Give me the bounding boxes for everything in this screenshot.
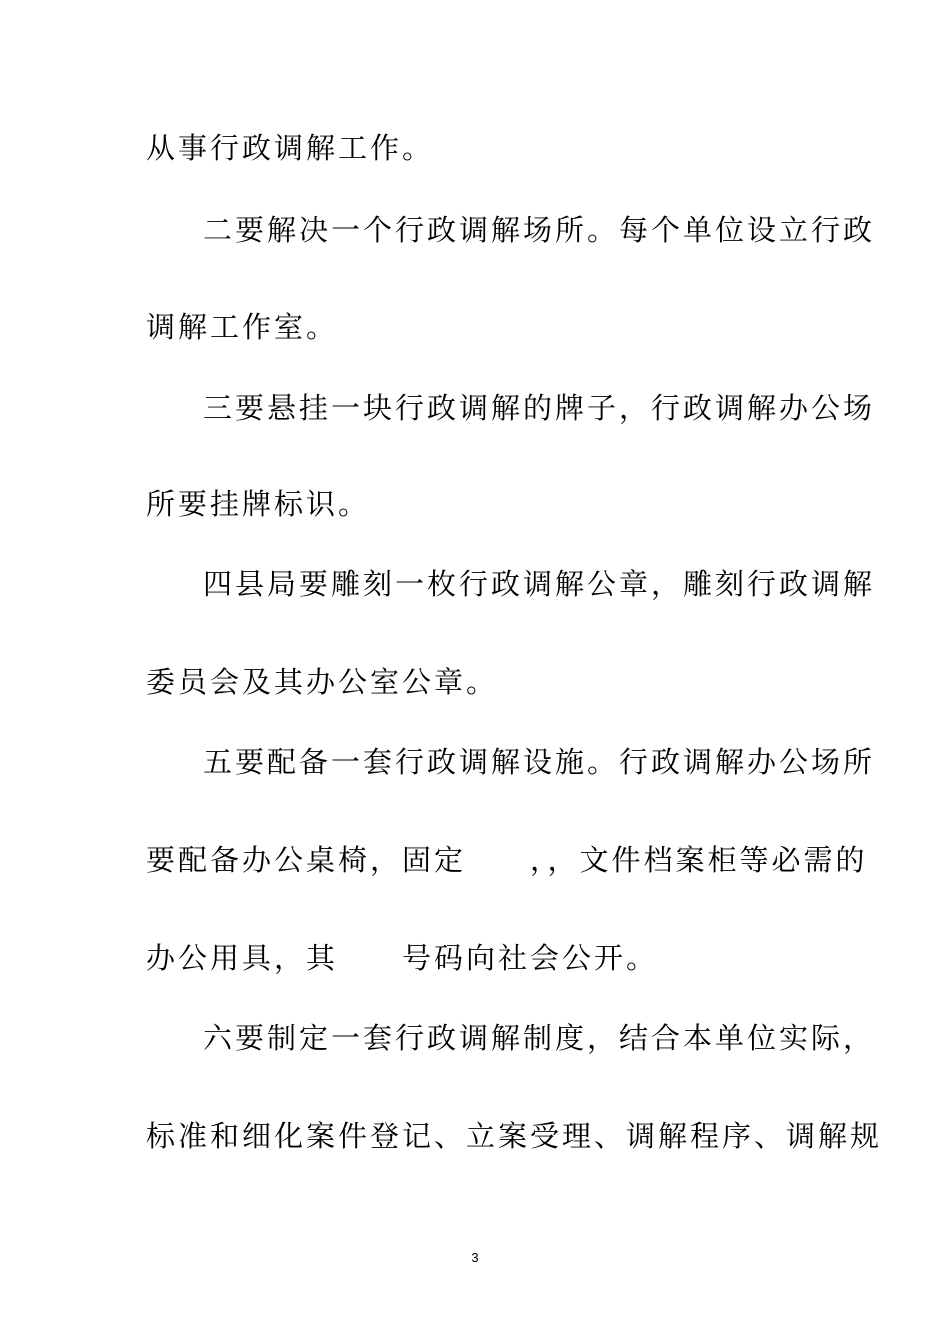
paragraph-line: 五要配备一套行政调解设施。行政调解办公场所 — [203, 745, 876, 779]
paragraph-line: 六要制定一套行政调解制度，结合本单位实际， — [203, 1021, 876, 1055]
page-number: 3 — [471, 1250, 479, 1265]
paragraph-line: 标准和细化案件登记、立案受理、调解程序、调解规 — [146, 1119, 883, 1153]
paragraph-line: 办公用具，其 号码向社会公开。 — [146, 941, 659, 975]
paragraph-line: 三要悬挂一块行政调解的牌子，行政调解办公场 — [203, 391, 876, 425]
paragraph-line: 所要挂牌标识。 — [146, 487, 371, 521]
paragraph-line: 要配备办公桌椅，固定 ，，文件档案柜等必需的 — [146, 843, 868, 877]
paragraph-line: 四县局要雕刻一枚行政调解公章，雕刻行政调解 — [203, 567, 876, 601]
paragraph-line: 委员会及其办公室公章。 — [146, 665, 499, 699]
paragraph-line: 调解工作室。 — [146, 310, 339, 344]
paragraph-line: 从事行政调解工作。 — [146, 131, 435, 165]
paragraph-line: 二要解决一个行政调解场所。每个单位设立行政 — [203, 213, 876, 247]
